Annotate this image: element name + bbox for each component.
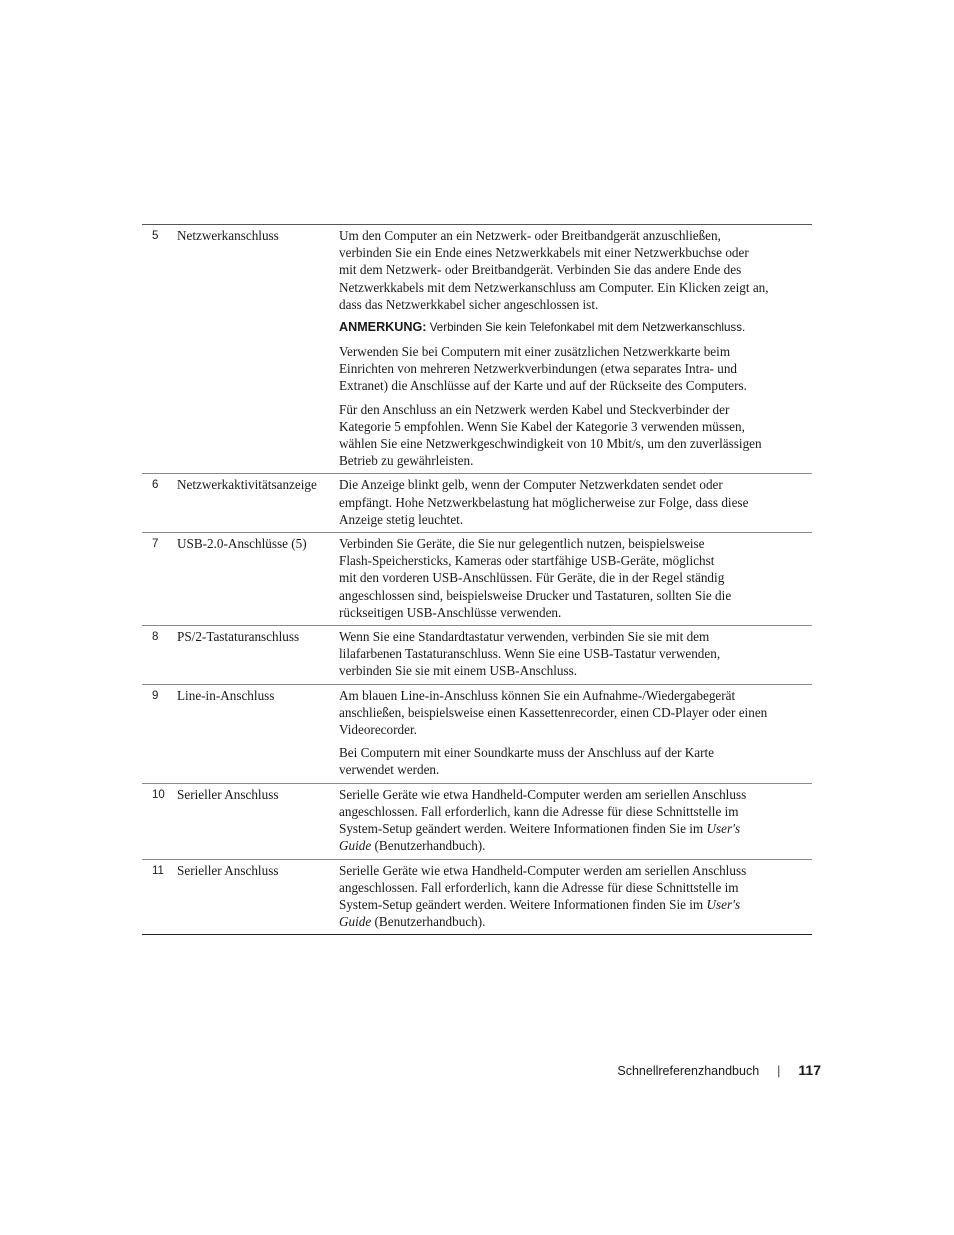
text-line: Verwenden Sie bei Computern mit einer zusätzlichen Netzwerkkarte beim [339,344,731,360]
note [339,319,812,336]
text-line: Betrieb zu gewährleisten. [339,453,474,469]
item-number: 10 [152,788,165,801]
text-line: Einrichten von mehreren Netzwerkverbindungen (etwa separates Intra- und [339,361,738,377]
page-footer [617,1061,821,1080]
text-line: Extranet) die Anschlüsse auf der Karte und auf der Rückseite des Computers. [339,378,747,394]
italic-title: Guide [339,838,372,854]
description-paragraph [339,535,812,621]
item-name: USB-2.0-Anschlüsse (5) [177,536,307,552]
item-number: 7 [152,538,159,551]
text-line: Verbinden Sie Geräte, die Sie nur gelegentlich nutzen, beispielsweise [339,536,705,552]
text-line: Am blauen Line-in-Anschluss können Sie ein Aufnahme-/Wiedergabegerät [339,687,736,703]
text-line: empfängt. Hohe Netzwerkbelastung hat möglicherweise zur Folge, dass diese [339,494,749,510]
item-name: Netzwerkanschluss [177,228,279,243]
description-paragraph [339,744,812,778]
note-text: Verbinden Sie kein Telefonkabel mit dem Netzwerkanschluss. [429,321,746,335]
italic-title: Guide [339,914,372,930]
text-line: Anzeige stetig leuchtet. [339,511,464,527]
text-line: Kategorie 5 empfohlen. Wenn Sie Kabel der Kategorie 3 verwenden müssen, [339,418,745,434]
text-line [339,913,812,930]
text-line: mit dem Netzwerk- oder Breitbandgerät. Verbinden Sie das andere Ende des [339,262,742,278]
text-line [339,837,812,854]
table-row [142,684,812,783]
text-line: Flash-Speichersticks, Kameras oder startfähige USB-Geräte, möglichst [339,553,715,569]
connector-table [142,224,812,935]
table-row [142,783,812,859]
description-paragraph [339,227,812,313]
description-paragraph [339,343,812,395]
item-description [339,862,812,931]
italic-title: User's [706,821,741,837]
item-number: 8 [152,631,159,644]
text-line: angeschlossen. Fall erforderlich, kann die Adresse für diese Schnittstelle im [339,879,739,895]
text-line: Videorecorder. [339,722,417,738]
text-segment: (Benutzerhandbuch). [371,838,486,854]
page-number: 117 [798,1062,821,1078]
text-line: verbinden Sie sie mit einem USB-Anschluss. [339,663,578,679]
text-line [339,820,812,837]
description-paragraph [339,628,812,680]
text-line: lilafarbenen Tastaturanschluss. Wenn Sie eine USB-Tastatur verwenden, [339,646,721,662]
table-row [142,859,812,935]
item-number: 9 [152,689,159,702]
item-name: PS/2-Tastaturanschluss [177,629,300,645]
text-segment: (Benutzerhandbuch). [371,914,486,930]
description-paragraph [339,687,812,739]
item-description [339,476,812,528]
table-row [142,625,812,684]
text-line: verbinden Sie ein Ende eines Netzwerkkabels mit einer Netzwerkbuchse oder [339,245,749,261]
text-line [339,896,812,913]
text-line: Bei Computern mit einer Soundkarte muss der Anschluss auf der Karte [339,745,715,761]
text-line: mit den vorderen USB-Anschlüssen. Für Geräte, die in der Regel ständig [339,570,725,586]
item-number: 6 [152,479,159,492]
item-number: 11 [152,864,164,877]
text-line: Um den Computer an ein Netzwerk- oder Breitbandgerät anzuschließen, [339,228,721,243]
item-description [339,687,812,779]
text-line: angeschlossen sind, beispielsweise Drucker und Tastaturen, sollten Sie die [339,587,732,603]
description-paragraph [339,401,812,470]
description-paragraph [339,476,812,528]
table-row [142,225,812,473]
text-line: dass das Netzwerkkabel sicher angeschlossen ist. [339,296,599,312]
text-line: anschließen, beispielsweise einen Kassettenrecorder, einen CD-Player oder einen [339,704,768,720]
text-line: rückseitigen USB-Anschlüsse verwenden. [339,604,562,620]
item-description [339,227,812,469]
text-segment: System-Setup geändert werden. Weitere Informationen finden Sie im [339,896,707,912]
table-row [142,532,812,625]
text-line: Serielle Geräte wie etwa Handheld-Computer werden am seriellen Anschluss [339,786,747,802]
text-line: Für den Anschluss an ein Netzwerk werden Kabel und Steckverbinder der [339,401,730,417]
text-line: Die Anzeige blinkt gelb, wenn der Computer Netzwerkdaten sendet oder [339,477,723,493]
item-name: Netzwerkaktivitätsanzeige [177,477,317,493]
footer-separator: | [777,1064,781,1078]
footer-title: Schnellreferenzhandbuch [617,1064,760,1078]
text-segment: System-Setup geändert werden. Weitere Informationen finden Sie im [339,821,707,837]
text-line: wählen Sie eine Netzwerkgeschwindigkeit von 10 Mbit/s, um den zuverlässigen [339,436,762,452]
text-line: Serielle Geräte wie etwa Handheld-Computer werden am seriellen Anschluss [339,862,747,878]
item-name: Serieller Anschluss [177,786,279,802]
table-row [142,473,812,532]
item-description [339,535,812,621]
italic-title: User's [706,896,741,912]
item-number: 5 [152,230,159,242]
item-description [339,628,812,680]
text-line: angeschlossen. Fall erforderlich, kann die Adresse für diese Schnittstelle im [339,803,739,819]
description-paragraph [339,862,812,931]
item-name: Serieller Anschluss [177,862,279,878]
text-line: verwendet werden. [339,762,440,778]
text-line: Wenn Sie eine Standardtastatur verwenden, verbinden Sie sie mit dem [339,629,710,645]
note-label: ANMERKUNG: [339,320,427,335]
text-line: Netzwerkkabels mit dem Netzwerkanschluss am Computer. Ein Klicken zeigt an, [339,279,769,295]
description-paragraph [339,786,812,855]
item-name: Line-in-Anschluss [177,687,275,703]
item-description [339,786,812,855]
